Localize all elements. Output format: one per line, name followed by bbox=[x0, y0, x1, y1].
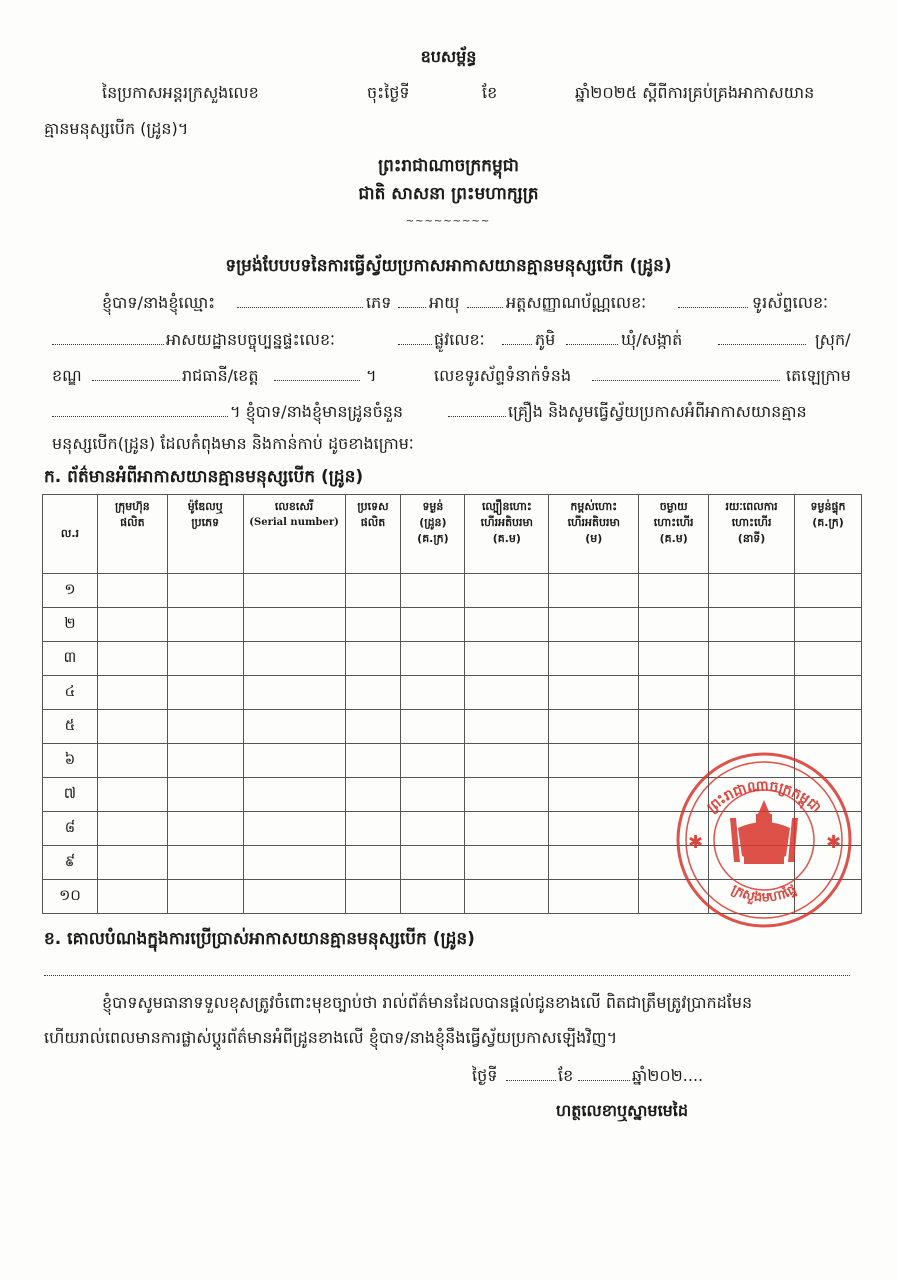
table-cell[interactable] bbox=[243, 676, 345, 710]
table-header-cell bbox=[345, 495, 401, 574]
table-cell[interactable] bbox=[795, 676, 862, 710]
table-header-cell bbox=[549, 495, 639, 574]
table-header-cell bbox=[43, 495, 98, 574]
table-cell[interactable] bbox=[97, 608, 167, 642]
table-header-text: (គ.ម) bbox=[659, 532, 688, 545]
row-number: ៤ bbox=[43, 676, 98, 710]
date-year-label: ឆ្នាំ២០២.... bbox=[632, 1066, 704, 1085]
annex-line1-c: ខែ bbox=[482, 83, 498, 102]
table-cell[interactable] bbox=[345, 608, 401, 642]
ornamental-divider: ~~~~~~~~~ bbox=[405, 216, 491, 227]
province-label: រាជធានី/ខេត្ត bbox=[182, 366, 259, 385]
commune-field[interactable] bbox=[718, 344, 806, 345]
svg-text:ក្រសួងមហាផ្ទៃ bbox=[729, 880, 799, 905]
declaration-intro-2: មនុស្សបើក(ដ្រូន) ដែលកំពុងមាន និងកាន់កាប់ ដូចខាងក្រោមៈ bbox=[52, 434, 414, 453]
table-cell[interactable] bbox=[549, 744, 639, 778]
telegram-field[interactable] bbox=[52, 416, 228, 417]
star-left-icon: ✱ bbox=[688, 832, 704, 853]
table-cell[interactable] bbox=[401, 642, 465, 676]
annex-line2: គ្មានមនុស្សបើក (ដ្រូន)។ bbox=[44, 119, 189, 138]
table-cell[interactable] bbox=[401, 608, 465, 642]
official-seal-stamp bbox=[668, 748, 860, 928]
sex-field[interactable] bbox=[398, 307, 426, 308]
table-header-text: រយៈពេលការ bbox=[725, 500, 778, 513]
table-header-cell bbox=[795, 495, 862, 574]
table-cell[interactable] bbox=[167, 676, 243, 710]
table-cell[interactable] bbox=[167, 642, 243, 676]
table-cell[interactable] bbox=[465, 846, 549, 880]
declaration-line-1: ខ្ញុំបាទសូមធានាទទួលខុសត្រូវចំពោះមុខច្បាប់ថា រាល់ព័ត៌មានដែលបានផ្ដល់ជូនខាងលើ ពិតជាត្រឹមត្រូវប្រាកដមែន bbox=[102, 993, 753, 1012]
row-number: ៧ bbox=[43, 778, 98, 812]
table-cell[interactable] bbox=[97, 574, 167, 608]
table-cell[interactable] bbox=[167, 812, 243, 846]
table-header-text: ម៉ូឌែលឬ bbox=[187, 500, 223, 513]
table-header-cell bbox=[465, 495, 549, 574]
age-field[interactable] bbox=[467, 307, 503, 308]
table-header-text: ហោះហើរ bbox=[653, 516, 694, 529]
table-cell[interactable] bbox=[465, 608, 549, 642]
table-cell[interactable] bbox=[243, 744, 345, 778]
table-cell[interactable] bbox=[401, 846, 465, 880]
table-header-text: កម្ពស់ហោះ bbox=[570, 500, 618, 513]
table-cell[interactable] bbox=[97, 676, 167, 710]
village-label: ភូមិ bbox=[535, 330, 556, 349]
date-day-field[interactable] bbox=[506, 1080, 556, 1081]
table-header-text: (គ.ម) bbox=[492, 532, 521, 545]
table-cell[interactable] bbox=[97, 880, 167, 914]
contact-phone-label: លេខទូរស័ព្ទទំនាក់ទំនង bbox=[434, 366, 572, 385]
table-cell[interactable] bbox=[401, 676, 465, 710]
table-cell[interactable] bbox=[345, 744, 401, 778]
phone-label: ទូរស័ព្ទលេខៈ bbox=[752, 293, 828, 312]
table-cell[interactable] bbox=[795, 642, 862, 676]
table-cell[interactable] bbox=[709, 676, 795, 710]
table-cell[interactable] bbox=[97, 846, 167, 880]
table-cell[interactable] bbox=[167, 880, 243, 914]
table-cell[interactable] bbox=[345, 574, 401, 608]
table-header-text: ហោះហើរ bbox=[731, 516, 772, 529]
drone-count-label: ។ ខ្ញុំបាទ/នាងខ្ញុំមានដ្រូនចំនួន bbox=[230, 402, 404, 421]
table-row bbox=[43, 574, 862, 608]
table-header-cell bbox=[639, 495, 709, 574]
drone-count-field[interactable] bbox=[448, 416, 506, 417]
id-card-label: អត្តសញ្ញាណប័ណ្ណលេខៈ bbox=[506, 293, 647, 312]
table-header-cell bbox=[709, 495, 795, 574]
section-a-title: ក. ព័ត៌មានអំពីអាកាសយានគ្មានមនុស្សបើក (ដ្រូន) bbox=[44, 467, 364, 487]
table-cell[interactable] bbox=[465, 710, 549, 744]
district-field[interactable] bbox=[92, 380, 180, 381]
khan-label: ខណ្ឌ bbox=[52, 366, 82, 385]
table-header-text: (Serial number) bbox=[249, 517, 339, 528]
table-cell[interactable] bbox=[243, 778, 345, 812]
table-cell[interactable] bbox=[639, 642, 709, 676]
table-cell[interactable] bbox=[465, 778, 549, 812]
table-row bbox=[43, 608, 862, 642]
table-cell[interactable] bbox=[709, 574, 795, 608]
date-day-label: ថ្ងៃទី bbox=[472, 1066, 498, 1085]
table-cell[interactable] bbox=[401, 880, 465, 914]
table-header-text: ល្បឿនហោះ bbox=[481, 500, 532, 513]
table-header-text: ចម្ងាយ bbox=[659, 500, 688, 513]
annex-title: ឧបសម្ព័ន្ធ bbox=[420, 47, 477, 66]
table-cell[interactable] bbox=[345, 710, 401, 744]
street-field[interactable] bbox=[502, 344, 532, 345]
table-row bbox=[43, 710, 862, 744]
coat-of-arms-emblem bbox=[730, 800, 798, 864]
table-cell[interactable] bbox=[709, 710, 795, 744]
table-cell[interactable] bbox=[167, 574, 243, 608]
name-field[interactable] bbox=[237, 307, 363, 308]
telegram-label: តេឡេក្រាម bbox=[786, 366, 851, 385]
table-cell[interactable] bbox=[97, 778, 167, 812]
table-cell[interactable] bbox=[549, 710, 639, 744]
table-cell[interactable] bbox=[549, 676, 639, 710]
table-header-text: (ម) bbox=[585, 532, 603, 545]
row-number: ១ bbox=[43, 574, 98, 608]
table-cell[interactable] bbox=[465, 812, 549, 846]
table-cell[interactable] bbox=[795, 574, 862, 608]
house-number-field[interactable] bbox=[398, 344, 432, 345]
table-cell[interactable] bbox=[549, 642, 639, 676]
age-label: អាយុ bbox=[429, 293, 460, 312]
stamp-text-bottom: ក្រសួងមហាផ្ទៃ bbox=[728, 882, 800, 906]
declaration-intro: គ្រឿង និងសូមធ្វើស្វ័យប្រកាសអំពីអាកាសយានគ្មាន bbox=[508, 402, 807, 421]
table-cell[interactable] bbox=[549, 812, 639, 846]
table-cell[interactable] bbox=[549, 608, 639, 642]
form-title: ទម្រង់បែបបទនៃការធ្វើស្វ័យប្រកាសអាកាសយានគ្មានមនុស្សបើក (ដ្រូន) bbox=[225, 256, 672, 276]
star-right-icon: ✱ bbox=[826, 832, 842, 853]
table-cell[interactable] bbox=[345, 880, 401, 914]
row-number: ៥ bbox=[43, 710, 98, 744]
table-header-text: ផលិត bbox=[360, 516, 386, 529]
purpose-field[interactable] bbox=[44, 975, 850, 976]
table-header-text: ផលិត bbox=[120, 516, 145, 529]
table-cell[interactable] bbox=[243, 880, 345, 914]
address-house-label: អាសយដ្ឋានបច្ចុប្បន្នផ្ទះលេខៈ bbox=[166, 330, 336, 349]
table-header-row bbox=[43, 495, 862, 574]
table-cell[interactable] bbox=[795, 608, 862, 642]
table-header-text: លេខសេរី bbox=[274, 500, 314, 513]
id-card-field[interactable] bbox=[678, 307, 748, 308]
table-cell[interactable] bbox=[243, 812, 345, 846]
row-number: ៨ bbox=[43, 812, 98, 846]
table-cell[interactable] bbox=[549, 880, 639, 914]
table-cell[interactable] bbox=[549, 778, 639, 812]
table-header-text: (នាទី) bbox=[737, 532, 766, 545]
table-cell[interactable] bbox=[709, 642, 795, 676]
table-header-cell bbox=[401, 495, 465, 574]
table-cell[interactable] bbox=[549, 574, 639, 608]
street-label: ផ្លូវលេខៈ bbox=[434, 330, 485, 349]
table-cell[interactable] bbox=[243, 574, 345, 608]
table-header-text: ទម្ងន់ bbox=[422, 500, 444, 513]
table-cell[interactable] bbox=[97, 710, 167, 744]
row-number: ២ bbox=[43, 608, 98, 642]
table-cell[interactable] bbox=[345, 846, 401, 880]
table-cell[interactable] bbox=[243, 846, 345, 880]
table-cell[interactable] bbox=[401, 812, 465, 846]
table-cell[interactable] bbox=[401, 574, 465, 608]
table-header-text: ហើរអតិបរមា bbox=[567, 516, 620, 529]
annex-line1-a: នៃប្រកាសអន្តរក្រសួងលេខ bbox=[102, 83, 259, 102]
table-header-text: ទម្ងន់ផ្ទុក bbox=[810, 500, 846, 513]
date-month-field[interactable] bbox=[578, 1080, 630, 1081]
table-header-text: ល.រ bbox=[60, 527, 80, 540]
stamp-text-top: ព្រះរាជាណាចក្រកម្ពុជា bbox=[704, 778, 824, 817]
table-cell[interactable] bbox=[639, 608, 709, 642]
table-cell[interactable] bbox=[465, 574, 549, 608]
period-1: ។ bbox=[366, 366, 377, 385]
table-header-cell bbox=[243, 495, 345, 574]
row-number: ៣ bbox=[43, 642, 98, 676]
table-header-text: (គ.ក្រ) bbox=[417, 532, 449, 545]
row-number: ១០ bbox=[43, 880, 98, 914]
section-b-title: ខ. គោលបំណងក្នុងការប្រើប្រាស់អាកាសយានគ្មានមនុស្សបើក (ដ្រូន) bbox=[44, 929, 475, 949]
table-cell[interactable] bbox=[167, 744, 243, 778]
date-month-label: ខែ bbox=[558, 1066, 574, 1085]
table-header-text: ក្រុមហ៊ុន bbox=[114, 500, 150, 513]
table-cell[interactable] bbox=[345, 676, 401, 710]
row-number: ៦ bbox=[43, 744, 98, 778]
table-cell[interactable] bbox=[345, 812, 401, 846]
table-cell[interactable] bbox=[401, 744, 465, 778]
row-number: ៩ bbox=[43, 846, 98, 880]
commune-label: ឃុំ/សង្កាត់ bbox=[621, 330, 683, 349]
table-cell[interactable] bbox=[401, 778, 465, 812]
contact-phone-field[interactable] bbox=[592, 380, 780, 381]
table-cell[interactable] bbox=[97, 744, 167, 778]
table-header-text: (គ.ក្រ) bbox=[812, 516, 844, 529]
table-cell[interactable] bbox=[345, 778, 401, 812]
table-cell[interactable] bbox=[639, 574, 709, 608]
table-cell[interactable] bbox=[709, 608, 795, 642]
declaration-line-2: ហើយរាល់ពេលមានការផ្លាស់ប្ដូរព័ត៌មានអំពីដ្រូនខាងលើ ខ្ញុំបាទ/នាងខ្ញុំនឹងធ្វើស្វ័យប្រកាសឡើងវិញ។ bbox=[44, 1028, 618, 1047]
table-cell[interactable] bbox=[401, 710, 465, 744]
table-cell[interactable] bbox=[167, 846, 243, 880]
table-row bbox=[43, 676, 862, 710]
table-header-text: (ដ្រូន) bbox=[419, 516, 447, 529]
table-row bbox=[43, 642, 862, 676]
table-header-text: ហើរអតិបរមា bbox=[480, 516, 534, 529]
table-cell[interactable] bbox=[465, 642, 549, 676]
table-header-text: ប្រភេទ bbox=[191, 516, 220, 529]
village-field[interactable] bbox=[566, 344, 618, 345]
phone-field[interactable] bbox=[52, 344, 164, 345]
district-label: ស្រុក/ bbox=[815, 330, 851, 349]
kingdom-title: ព្រះរាជាណាចក្រកម្ពុជា bbox=[378, 156, 519, 176]
sex-label: ភេទ bbox=[366, 293, 392, 312]
table-cell[interactable] bbox=[345, 642, 401, 676]
table-cell[interactable] bbox=[639, 710, 709, 744]
table-cell[interactable] bbox=[549, 846, 639, 880]
table-cell[interactable] bbox=[243, 608, 345, 642]
table-cell[interactable] bbox=[167, 608, 243, 642]
table-cell[interactable] bbox=[97, 812, 167, 846]
table-cell[interactable] bbox=[465, 880, 549, 914]
table-cell[interactable] bbox=[167, 778, 243, 812]
motto: ជាតិ សាសនា ព្រះមហាក្សត្រ bbox=[358, 184, 539, 204]
province-field[interactable] bbox=[274, 380, 360, 381]
table-cell[interactable] bbox=[465, 744, 549, 778]
signature-label: ហត្ថលេខាឬស្នាមមេដៃ bbox=[556, 1101, 689, 1120]
table-cell[interactable] bbox=[243, 642, 345, 676]
name-label: ខ្ញុំបាទ/នាងខ្ញុំឈ្មោះ bbox=[102, 293, 216, 312]
table-header-cell bbox=[167, 495, 243, 574]
table-cell[interactable] bbox=[465, 676, 549, 710]
table-cell[interactable] bbox=[639, 676, 709, 710]
annex-line1-d: ឆ្នាំ២០២៥ ស្តីពីការគ្រប់គ្រងអាកាសយាន bbox=[575, 83, 815, 102]
table-header-text: ប្រទេស bbox=[357, 500, 389, 513]
table-cell[interactable] bbox=[795, 710, 862, 744]
table-header-cell bbox=[97, 495, 167, 574]
table-cell[interactable] bbox=[243, 710, 345, 744]
table-cell[interactable] bbox=[97, 642, 167, 676]
annex-line1-b: ចុះថ្ងៃទី bbox=[367, 83, 410, 102]
table-cell[interactable] bbox=[167, 710, 243, 744]
